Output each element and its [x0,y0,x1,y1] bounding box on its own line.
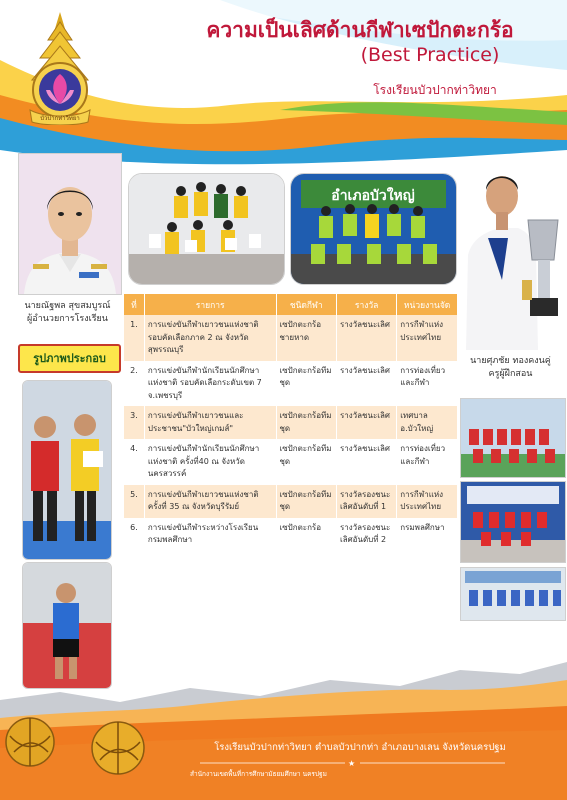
team-photo-4 [460,481,566,563]
row-item: การแข่งขันกีฬานักเรียนนักศึกษาแห่งชาติ รอบคัดเลือกระดับเขต 7 จ.เพชรบุรี [144,361,276,407]
team-photo-2 [290,173,457,285]
table-row [124,485,458,518]
coach-photo [458,160,566,350]
page-subtitle: (Best Practice) [360,44,500,66]
row-item: การแข่งขันกีฬาระหว่างโรงเรียน กรมพลศึกษา [144,518,276,551]
table-row [124,518,458,551]
table-row [124,315,458,361]
col-sport: ชนิดกีฬา [276,294,336,315]
table-row [124,406,458,439]
row-org: การท่องเที่ยวและกีฬา [397,439,458,485]
row-no: 2. [124,361,144,407]
col-award: รางวัล [336,294,396,315]
row-org: กรมพลศึกษา [397,518,458,551]
table-row [124,439,458,485]
row-no: 6. [124,518,144,551]
svg-text:บัวปากท่าวิทยา: บัวปากท่าวิทยา [40,115,80,122]
row-org: การกีฬาแห่งประเทศไทย [397,485,458,518]
page-title: ความเป็นเลิศด้านกีฬาเซปักตะกร้อ [206,18,514,42]
col-no: ที่ [124,294,144,315]
row-sport: เซปักตะกร้อ [276,518,336,551]
director-name: นายณัฐพล สุขสมบูรณ์ [24,301,111,311]
col-item: รายการ [144,294,276,315]
row-org: การกีฬาแห่งประเทศไทย [397,315,458,361]
school-name: โรงเรียนบัวปากท่าวิทยา [373,83,497,97]
banner-text: อำเภอบัวใหญ่ [331,188,415,204]
row-sport: เซปักตะกร้อทีมชุด [276,406,336,439]
row-no: 4. [124,439,144,485]
row-award: รางวัลรองชนะเลิศอันดับที่ 2 [336,518,396,551]
row-no: 5. [124,485,144,518]
director-role: ผู้อำนวยการโรงเรียน [27,314,108,324]
row-no: 3. [124,406,144,439]
row-sport: เซปักตะกร้อทีมชุด [276,439,336,485]
footer-address: โรงเรียนบัวปากท่าวิทยา ตำบลบัวปากท่า อำเภอบางเลน จังหวัดนครปฐม [214,742,506,753]
row-org: เทศบาล อ.บัวใหญ่ [397,406,458,439]
row-sport: เซปักตะกร้อทีมชุด [276,485,336,518]
row-sport: เซปักตะกร้อทีมชุด [276,361,336,407]
athletes-photo [22,380,112,560]
row-item: การแข่งขันกีฬาเยาวชนแห่งชาติ ครั้งที่ 35 ณ จังหวัดบุรีรัมย์ [144,485,276,518]
table-header-row [124,294,458,315]
school-emblem-logo [20,10,100,125]
row-award: รางวัลชนะเลิศ [336,315,396,361]
team-photo-1 [128,173,285,285]
row-no: 1. [124,315,144,361]
director-photo [18,153,122,295]
col-org: หน่วยงานจัด [397,294,458,315]
row-item: การแข่งขันกีฬานักเรียนนักศึกษาแห่งชาติ ครั้งที่40 ณ จังหวัดนครสวรรค์ [144,439,276,485]
row-award: รางวัลชนะเลิศ [336,406,396,439]
coach-name: นายศุภชัย ทองคงนคู่ [470,356,551,366]
coach-role: ครูผู้ฝึกสอน [488,369,533,379]
row-sport: เซปักตะกร้อชายหาด [276,315,336,361]
section-badge: รูปภาพประกอบ [18,344,121,373]
row-item: การแข่งขันกีฬาเยาวชนแห่งชาติ รอบคัดเลือกภาค 2 ณ จังหวัดสุพรรณบุรี [144,315,276,361]
row-award: รางวัลรองชนะเลิศอันดับที่ 1 [336,485,396,518]
table-row [124,361,458,407]
svg-text:★: ★ [348,759,356,768]
awards-table [124,294,458,551]
row-item: การแข่งขันกีฬาเยาวชนและประชาชน"บัวใหญ่เกมส์" [144,406,276,439]
footer-agency: สำนักงานเขตพื้นที่การศึกษามัธยมศึกษา นครปฐม [190,770,327,778]
team-photo-5 [460,567,566,621]
row-award: รางวัลชนะเลิศ [336,439,396,485]
team-photo-3 [460,398,566,478]
row-org: การท่องเที่ยวและกีฬา [397,361,458,407]
row-award: รางวัลชนะเลิศ [336,361,396,407]
